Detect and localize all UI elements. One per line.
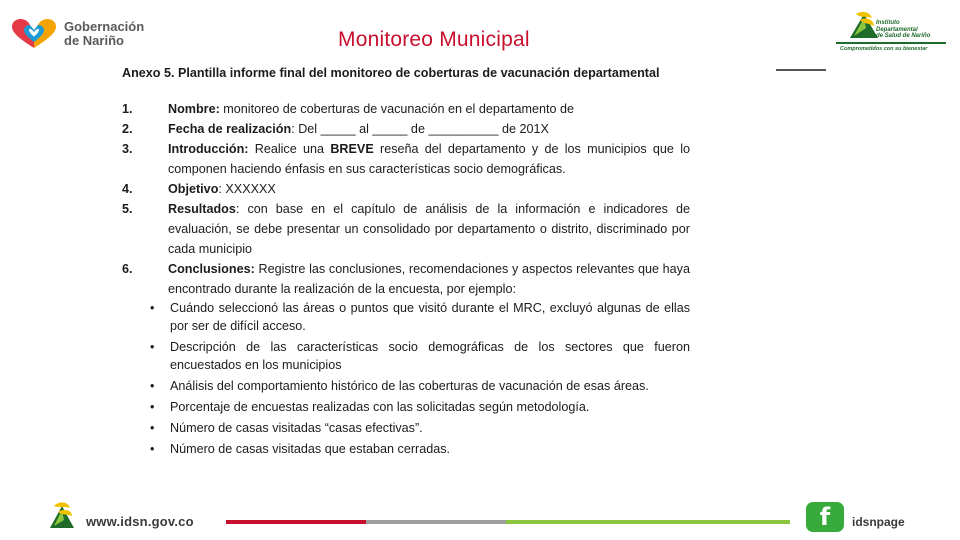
conclusions-bullets bbox=[122, 299, 690, 458]
item-number: 5. bbox=[122, 202, 133, 216]
item-number: 6. bbox=[122, 262, 133, 276]
bullet-item bbox=[122, 419, 690, 437]
list-item bbox=[122, 99, 690, 119]
item-emphasis: BREVE bbox=[330, 142, 374, 156]
bullet-icon: • bbox=[150, 340, 155, 354]
decorative-line bbox=[776, 69, 826, 71]
item-number: 2. bbox=[122, 122, 133, 136]
footer-bar-gray bbox=[366, 520, 506, 524]
item-label: Introducción: bbox=[168, 142, 249, 156]
gobernacion-logo bbox=[10, 18, 144, 50]
facebook-page-link[interactable]: idsnpage bbox=[852, 515, 905, 529]
idsn-line2: Departamental bbox=[876, 26, 918, 33]
list-item bbox=[122, 179, 690, 199]
document-body bbox=[122, 63, 690, 461]
bullet-item bbox=[122, 338, 690, 374]
item-label: Fecha de realización bbox=[168, 122, 292, 136]
item-label: Nombre: bbox=[168, 102, 220, 116]
bullet-item bbox=[122, 377, 690, 395]
item-text: Realice una bbox=[248, 142, 331, 156]
gobernacion-line1: Gobernación bbox=[64, 19, 145, 34]
bullet-item bbox=[122, 398, 690, 416]
idsn-logo bbox=[836, 8, 948, 56]
gobernacion-line2: de Nariño bbox=[64, 33, 124, 48]
item-number: 4. bbox=[122, 182, 133, 196]
gobernacion-name bbox=[64, 20, 144, 48]
bullet-icon: • bbox=[150, 442, 155, 456]
website-link[interactable]: www.idsn.gov.co bbox=[86, 514, 194, 529]
bullet-text: Número de casas visitadas que estaban cerradas. bbox=[170, 442, 451, 456]
bullet-text: Número de casas visitadas “casas efectivas”. bbox=[170, 421, 423, 435]
item-label: Objetivo bbox=[168, 182, 219, 196]
document-heading: Anexo 5. Plantilla informe final del monitoreo de coberturas de vacunación departamental bbox=[122, 66, 660, 80]
item-text: Registre las conclusiones, recomendaciones y aspectos relevantes que haya encontrado durante la realización de la encuesta, por ejemplo: bbox=[168, 262, 690, 296]
footer-bar-red bbox=[226, 520, 366, 524]
bullet-item bbox=[122, 440, 690, 458]
idsn-divider bbox=[836, 42, 946, 44]
list-item bbox=[122, 199, 690, 259]
list-item bbox=[122, 259, 690, 299]
bullet-text: Cuándo seleccionó las áreas o puntos que visitó durante el MRC, excluyó algunas de ellas por ser de difícil acceso. bbox=[170, 301, 690, 333]
item-text: monitoreo de coberturas de vacunación en el departamento de bbox=[219, 102, 575, 116]
footer-bar-green bbox=[506, 520, 790, 524]
idsn-line1: Instituto bbox=[876, 20, 900, 26]
idsn-footer-logo-icon bbox=[46, 498, 78, 532]
bullet-text: Análisis del comportamiento histórico de las coberturas de vacunación de esas áreas. bbox=[170, 379, 649, 393]
idsn-tagline: Comprometidos con su bienestar bbox=[840, 46, 928, 52]
bullet-item bbox=[122, 299, 690, 335]
heart-logo-icon bbox=[10, 18, 58, 50]
item-number: 3. bbox=[122, 142, 133, 156]
bullet-icon: • bbox=[150, 400, 155, 414]
item-text: : XXXXXX bbox=[218, 182, 276, 196]
bullet-icon: • bbox=[150, 301, 155, 315]
facebook-icon[interactable]: f bbox=[806, 502, 844, 532]
bullet-text: Descripción de las características socio demográficas de los sectores que fueron encuestados en los municipios bbox=[170, 340, 690, 372]
list-item bbox=[122, 139, 690, 179]
item-label: Resultados bbox=[168, 202, 236, 216]
idsn-line3: de Salud de Nariño bbox=[876, 33, 931, 39]
item-label: Conclusiones: bbox=[168, 262, 255, 276]
item-text: reseña del departamento y de los municipios que lo componen haciendo énfasis en sus características socio demográficas. bbox=[168, 142, 691, 176]
bullet-text: Porcentaje de encuestas realizadas con las solicitadas según metodología. bbox=[170, 400, 590, 414]
idsn-name bbox=[876, 20, 930, 40]
bullet-icon: • bbox=[150, 379, 155, 393]
item-text: : con base en el capítulo de análisis de la información e indicadores de evaluación, se debe presentar un consolidado por departamento o distrito, discriminado por cada municipio bbox=[168, 202, 690, 256]
slide-title: Monitoreo Municipal bbox=[338, 28, 530, 51]
item-number: 1. bbox=[122, 102, 133, 116]
bullet-icon: • bbox=[150, 421, 155, 435]
item-text: : Del _____ al _____ de __________ de 201X bbox=[291, 122, 549, 136]
list-item bbox=[122, 119, 690, 139]
